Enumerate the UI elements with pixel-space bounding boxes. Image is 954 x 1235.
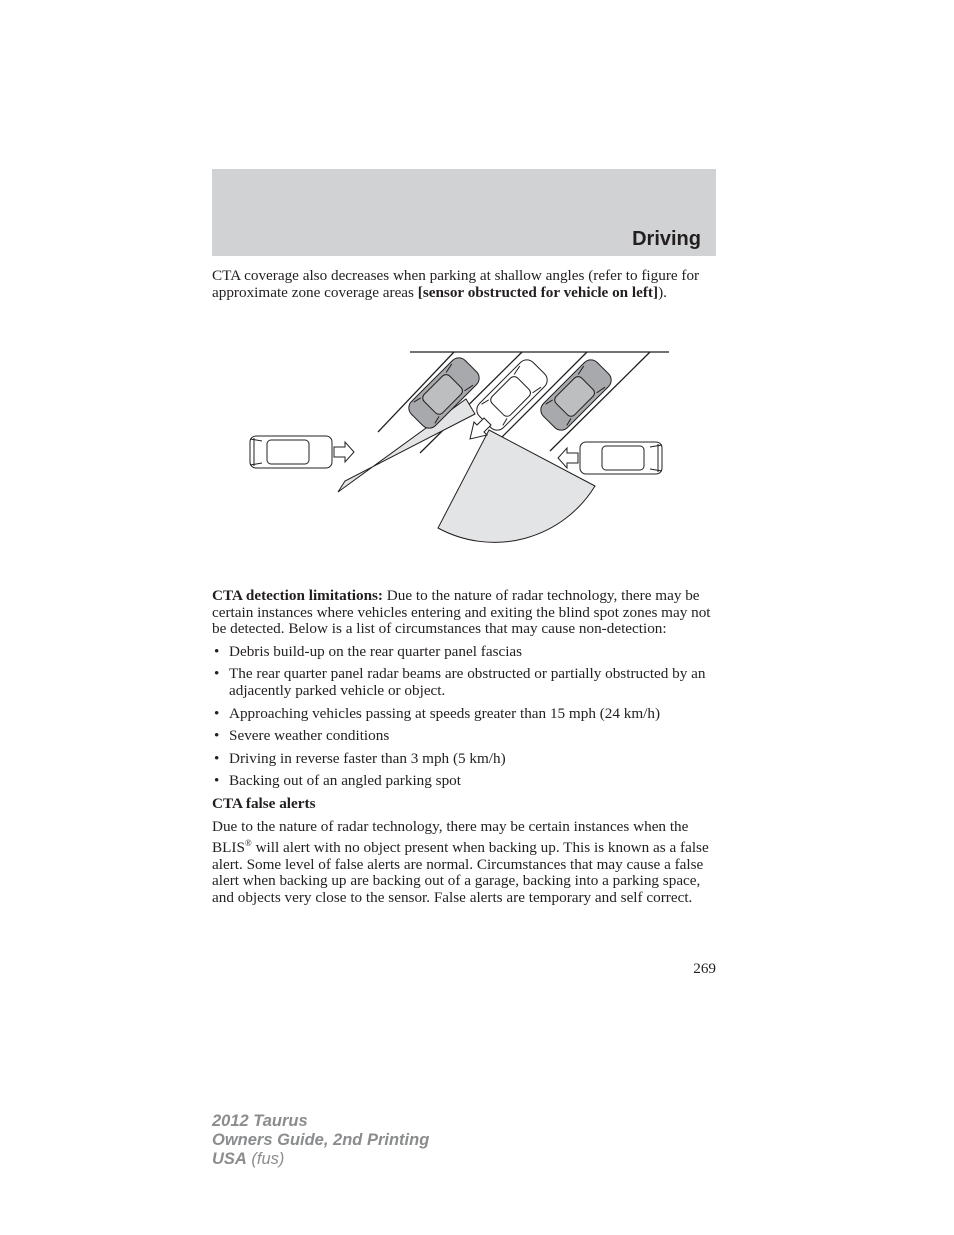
bullet: •: [214, 727, 220, 745]
footer-country: USA: [212, 1150, 247, 1168]
bullet: •: [214, 665, 220, 683]
bullet: •: [214, 642, 220, 660]
list-item-text: Approaching vehicles passing at speeds greater than 15 mph (24 km/h): [229, 704, 661, 722]
false-alerts-text-a: Due to the nature of radar technology, there may be certain instances when the BLIS: [212, 817, 689, 857]
list-item-text: The rear quarter panel radar beams are obstructed or partially obstructed by an adjacently parked vehicle or object.: [229, 665, 706, 699]
registered-mark: ®: [244, 838, 252, 849]
section-title: Driving: [632, 228, 701, 250]
footer: [212, 1112, 429, 1169]
intro-bold-text: [sensor obstructed for vehicle on left]: [417, 283, 659, 301]
approach-arrow-left-icon: [558, 448, 578, 468]
intro-paragraph: [212, 268, 716, 301]
cta-coverage-diagram: [212, 335, 716, 557]
false-alerts-text-b: will alert with no object present when backing up. This is known as a false alert. Some level of false alerts are normal. Circumstances that may cause a false alert when backing up are backing out of a garage, backing into a parking space, and objects very close to the sensor. False alerts are temporary and self correct.: [212, 839, 709, 906]
footer-line-1: 2012 Taurus: [212, 1112, 308, 1130]
detection-heading: CTA detection limitations:: [212, 587, 383, 604]
approaching-car-right: [580, 442, 662, 474]
list-item-text: Severe weather conditions: [229, 727, 390, 745]
detection-paragraph: [212, 588, 716, 638]
false-alerts-heading: CTA false alerts: [212, 794, 316, 812]
list-item-text: Driving in reverse faster than 3 mph (5 km/h): [229, 749, 506, 767]
non-detection-list: [212, 644, 716, 790]
page-number: 269: [693, 960, 716, 977]
bullet: •: [214, 772, 220, 790]
list-item: [212, 773, 716, 790]
list-item: [212, 706, 716, 723]
body-content: [212, 588, 716, 907]
footer-line-3: [212, 1150, 429, 1169]
footer-code: (fus): [246, 1150, 285, 1168]
section-header-band: [212, 169, 716, 256]
intro-tail: ).: [658, 283, 667, 301]
bullet: •: [214, 704, 220, 722]
list-item: [212, 728, 716, 745]
list-item-text: Backing out of an angled parking spot: [229, 772, 461, 790]
list-item: [212, 666, 716, 699]
intro-text: CTA coverage also decreases when parking at shallow angles (refer to figure for approximate zone coverage areas: [212, 267, 700, 301]
approach-arrow-right-icon: [334, 442, 354, 462]
list-item: [212, 644, 716, 661]
bullet: •: [214, 749, 220, 767]
list-item-text: Debris build-up on the rear quarter panel fascias: [229, 642, 523, 660]
approaching-car-left: [250, 436, 332, 468]
footer-line-2: Owners Guide, 2nd Printing: [212, 1131, 430, 1149]
detection-text: Due to the nature of radar technology, there may be certain instances where vehicles entering and exiting the blind spot zones may not be detected. Below is a list of circumstances that may cause non-detection:: [212, 587, 711, 638]
false-alerts-paragraph: [212, 819, 716, 907]
radar-coverage-zone: [438, 430, 595, 542]
parked-car-right: [537, 356, 615, 434]
list-item: [212, 751, 716, 768]
obstructed-radar-beam: [338, 399, 475, 492]
